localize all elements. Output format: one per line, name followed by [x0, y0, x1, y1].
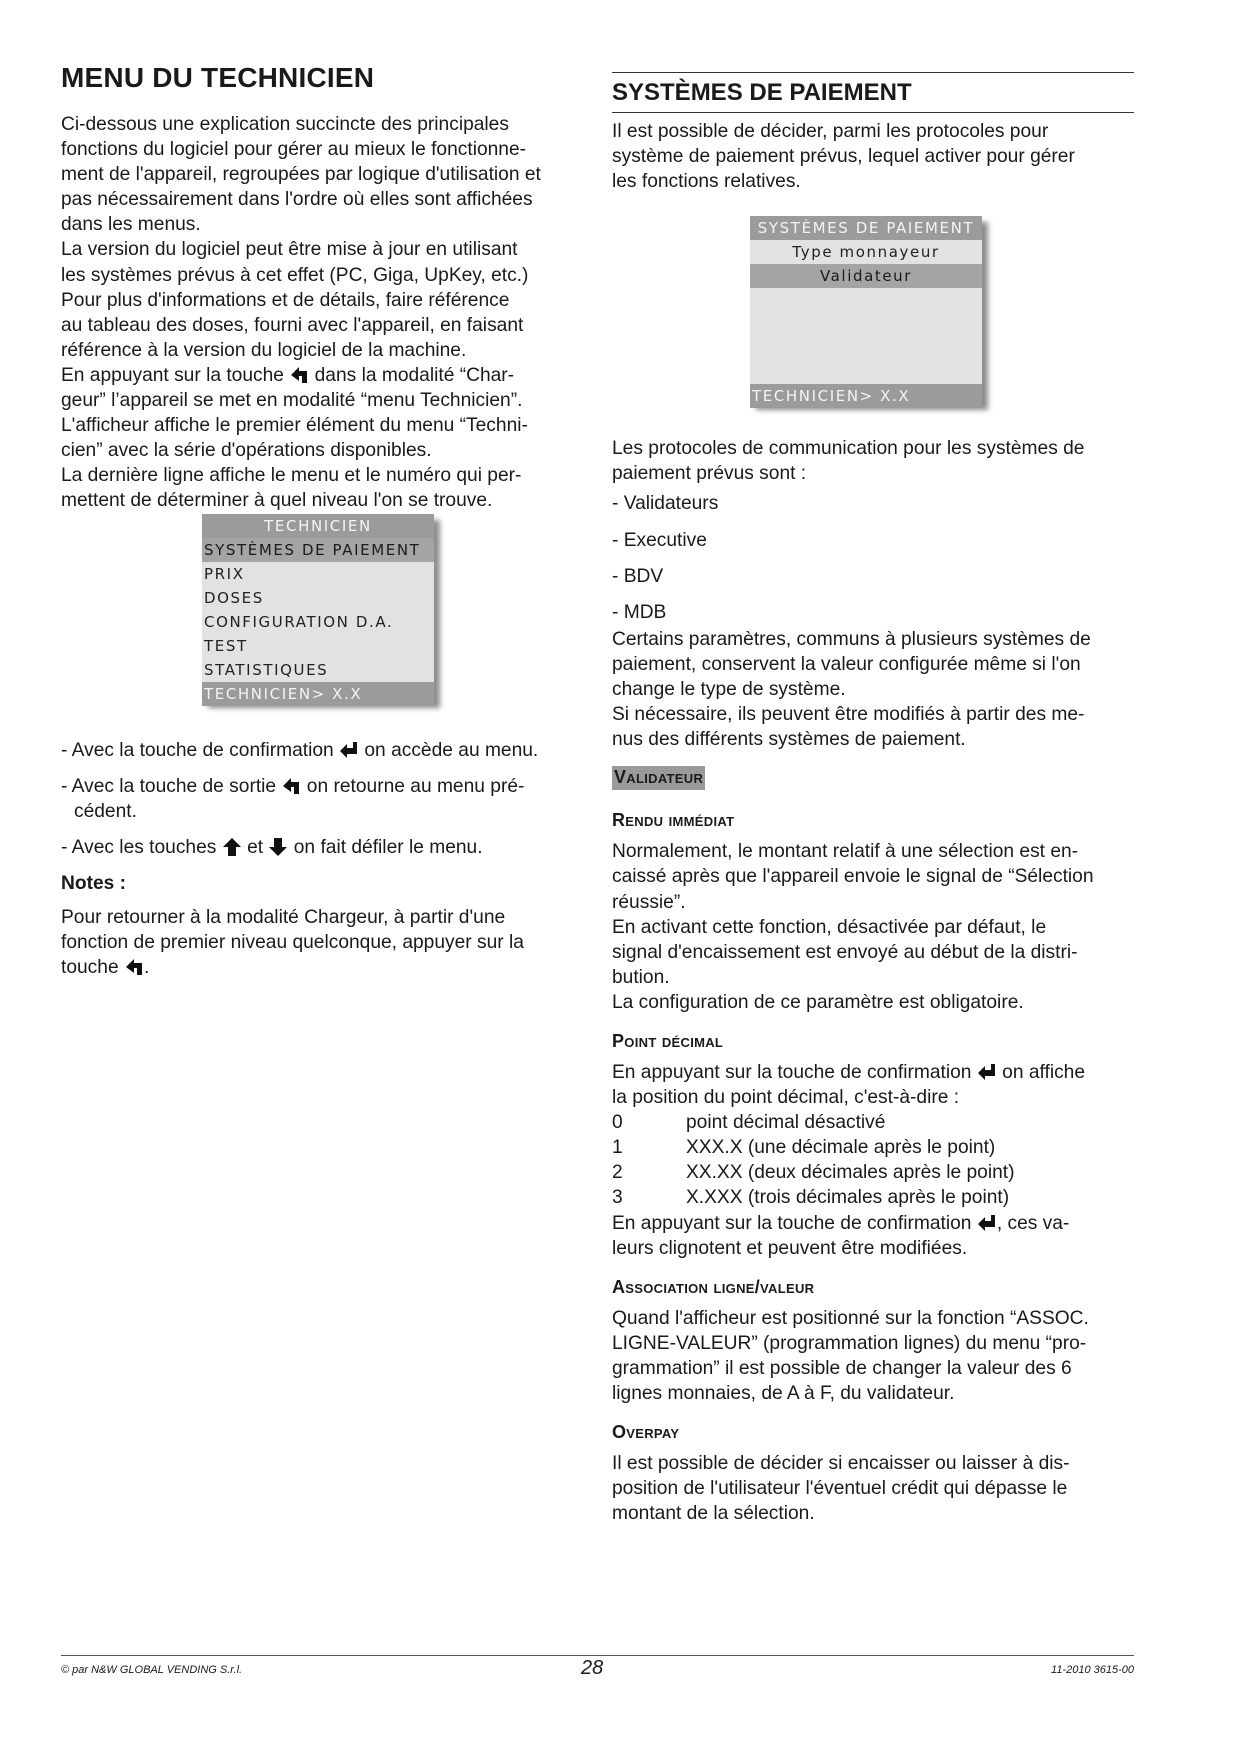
- enter-key-icon: [977, 1062, 997, 1082]
- text-line: Quand l'afficheur est positionné sur la fonction “ASSOC.: [612, 1307, 1089, 1329]
- text-line: geur” l’appareil se met en modalité “menu Technicien”.: [61, 390, 523, 412]
- heading-badge: Validateur: [612, 766, 705, 790]
- lcd-item: DOSES: [204, 588, 264, 607]
- lcd-item: Type monnayeur: [792, 243, 940, 262]
- text-line: mettent de déterminer à quel niveau l'on se trouve.: [61, 490, 493, 512]
- text-line: pas nécessairement dans l'ordre où elles sont affichées: [61, 189, 533, 211]
- text-line: change le type de système.: [612, 679, 846, 701]
- bullet-exit: [61, 774, 581, 799]
- decimal-key: 3: [612, 1187, 623, 1209]
- text-line: La configuration de ce paramètre est obligatoire.: [612, 991, 1024, 1013]
- decimal-row: [612, 1110, 1134, 1135]
- text-line: Il est possible de décider, parmi les protocoles pour: [612, 121, 1049, 142]
- text-line: Les protocoles de communication pour les systèmes de: [612, 438, 1085, 460]
- key-instructions: [61, 738, 581, 981]
- text-line: Pour plus d'informations et de détails, faire référence: [61, 289, 510, 311]
- text-line: bution.: [612, 966, 670, 988]
- document-code: 11-2010 3615-00: [1051, 1664, 1134, 1676]
- protocol-item: - BDV: [612, 565, 664, 587]
- text-line: cédent.: [74, 800, 137, 822]
- bullet-confirm: [61, 738, 581, 763]
- text-line: la position du point décimal, c'est-à-dire :: [612, 1087, 960, 1109]
- text-line: [61, 955, 581, 980]
- text-line: [61, 363, 581, 388]
- arrow-down-icon: [268, 837, 288, 857]
- rendu-heading: Rendu immédiat: [612, 810, 735, 831]
- decimal-value: XXX.X (une décimale après le point): [686, 1137, 996, 1159]
- text-fragment: on affiche: [1002, 1061, 1086, 1083]
- lcd-item: CONFIGURATION D.A.: [204, 612, 394, 631]
- lcd-item-selected: Validateur: [750, 264, 982, 288]
- lcd-header: TECHNICIEN: [202, 514, 434, 538]
- decimal-row: [612, 1185, 1134, 1210]
- text-line: montant de la sélection.: [612, 1503, 815, 1525]
- text-line: Pour retourner à la modalité Chargeur, à partir d'une: [61, 906, 506, 928]
- lcd-header: SYSTÈMES DE PAIEMENT: [750, 216, 982, 240]
- validateur-heading: [612, 766, 1134, 790]
- text-fragment: - Avec la touche de sortie: [61, 775, 277, 797]
- protocol-item: - Executive: [612, 529, 707, 551]
- decimal-row: [612, 1160, 1134, 1185]
- text-line: au tableau des doses, fourni avec l'appareil, en faisant: [61, 314, 524, 336]
- text-line: réussie”.: [612, 891, 686, 913]
- text-line: Il est possible de décider si encaisser ou laisser à dis-: [612, 1453, 1070, 1475]
- text-fragment: et: [247, 836, 264, 858]
- text-line: les systèmes prévus à cet effet (PC, Giga, UpKey, etc.): [61, 264, 529, 286]
- arrow-up-icon: [222, 837, 242, 857]
- bullet-scroll: [61, 835, 581, 860]
- text-fragment: - Avec la touche de confirmation: [61, 739, 334, 761]
- decimal-value: X.XXX (trois décimales après le point): [686, 1187, 1010, 1209]
- text-line: [612, 1211, 1134, 1236]
- text-line: position de l'utilisateur l'éventuel crédit qui dépasse le: [612, 1478, 1068, 1500]
- text-line: paiement, conservent la valeur configurée même si l'on: [612, 653, 1081, 675]
- text-fragment: on retourne au menu pré-: [306, 775, 525, 797]
- text-line: caissé après que l'appareil envoie le signal de “Sélection: [612, 866, 1094, 888]
- page-footer: [61, 1655, 1134, 1679]
- lcd-footer: TECHNICIEN> X.X: [202, 682, 434, 706]
- decimal-key: 0: [612, 1112, 623, 1134]
- section-header: [612, 72, 1134, 113]
- text-fragment: - Avec les touches: [61, 836, 217, 858]
- text-line: leurs clignotent et peuvent être modifiées.: [612, 1237, 968, 1259]
- technician-lcd-screen: [202, 514, 434, 702]
- decimal-key: 1: [612, 1137, 623, 1159]
- protocol-item: - Validateurs: [612, 493, 719, 515]
- page-number: 28: [581, 1657, 604, 1679]
- section-title: SYSTÈMES DE PAIEMENT: [612, 79, 912, 106]
- lcd-item: STATISTIQUES: [204, 660, 329, 679]
- decimal-row: [612, 1135, 1134, 1160]
- payment-lcd-screen: [750, 216, 982, 404]
- lcd-item: TEST: [204, 636, 248, 655]
- text-line: fonction de premier niveau quelconque, appuyer sur la: [61, 932, 524, 954]
- text-line: grammation” il est possible de changer la valeur des 6: [612, 1357, 1072, 1379]
- text-fragment: on fait défiler le menu.: [293, 836, 483, 858]
- text-fragment: on accède au menu.: [364, 739, 539, 761]
- back-arrow-icon: [124, 957, 144, 977]
- intro-text: [61, 112, 581, 514]
- decimal-value: point décimal désactivé: [686, 1112, 886, 1134]
- text-fragment: En appuyant sur la touche: [61, 364, 284, 386]
- left-column: [61, 62, 581, 980]
- text-fragment: En appuyant sur la touche de confirmation: [612, 1212, 972, 1234]
- lcd-item: PRIX: [204, 564, 245, 583]
- enter-key-icon: [339, 740, 359, 760]
- decimal-value: XX.XX (deux décimales après le point): [686, 1162, 1015, 1184]
- text-line: Ci-dessous une explication succincte des principales: [61, 114, 509, 135]
- page-title: MENU DU TECHNICIEN: [61, 62, 375, 93]
- text-line: Normalement, le montant relatif à une sélection est en-: [612, 841, 1079, 863]
- assoc-heading: Association ligne/valeur: [612, 1276, 815, 1297]
- text-line: L'afficheur affiche le premier élément du menu “Techni-: [61, 415, 528, 437]
- back-arrow-icon: [289, 365, 309, 385]
- text-fragment: , ces va-: [996, 1212, 1070, 1234]
- point-heading: Point décimal: [612, 1030, 724, 1051]
- text-line: ment de l'appareil, regroupées par logique d'utilisation et: [61, 164, 541, 186]
- text-line: nus des différents systèmes de paiement.: [612, 729, 966, 751]
- text-line: paiement prévus sont :: [612, 463, 807, 485]
- protocol-item: - MDB: [612, 601, 667, 623]
- overpay-heading: Overpay: [612, 1422, 680, 1443]
- text-line: référence à la version du logiciel de la machine.: [61, 339, 467, 361]
- enter-key-icon: [977, 1213, 997, 1233]
- text-line: cien” avec la série d'opérations disponibles.: [61, 440, 432, 462]
- text-fragment: touche: [61, 957, 119, 979]
- lcd-item-selected: SYSTÈMES DE PAIEMENT: [202, 538, 434, 562]
- text-fragment: En appuyant sur la touche de confirmation: [612, 1061, 972, 1083]
- text-line: Si nécessaire, ils peuvent être modifiés à partir des me-: [612, 704, 1085, 726]
- text-fragment: .: [143, 957, 150, 979]
- text-line: fonctions du logiciel pour gérer au mieux le fonctionne-: [61, 139, 527, 161]
- text-line: La version du logiciel peut être mise à jour en utilisant: [61, 239, 518, 261]
- copyright-text: © par N&W GLOBAL VENDING S.r.l.: [61, 1664, 243, 1676]
- text-line: dans les menus.: [61, 214, 201, 236]
- lcd-footer: TECHNICIEN> X.X: [750, 384, 982, 408]
- text-line: LIGNE-VALEUR” (programmation lignes) du menu “pro-: [612, 1332, 1087, 1354]
- text-line: système de paiement prévus, lequel activer pour gérer: [612, 146, 1075, 168]
- lcd-empty-area: [750, 288, 982, 384]
- text-line: En activant cette fonction, désactivée par défaut, le: [612, 916, 1047, 938]
- notes-title: Notes :: [61, 872, 127, 894]
- back-arrow-icon: [281, 776, 301, 796]
- decimal-key: 2: [612, 1162, 623, 1184]
- text-line: les fonctions relatives.: [612, 171, 801, 193]
- text-fragment: dans la modalité “Char-: [314, 364, 515, 386]
- text-line: La dernière ligne affiche le menu et le numéro qui per-: [61, 465, 522, 487]
- text-line: Certains paramètres, communs à plusieurs systèmes de: [612, 628, 1091, 650]
- text-line: lignes monnaies, de A à F, du validateur.: [612, 1383, 955, 1404]
- text-line: [612, 1060, 1134, 1085]
- text-line: signal d'encaissement est envoyé au début de la distri-: [612, 941, 1078, 963]
- right-column: [612, 72, 1134, 1526]
